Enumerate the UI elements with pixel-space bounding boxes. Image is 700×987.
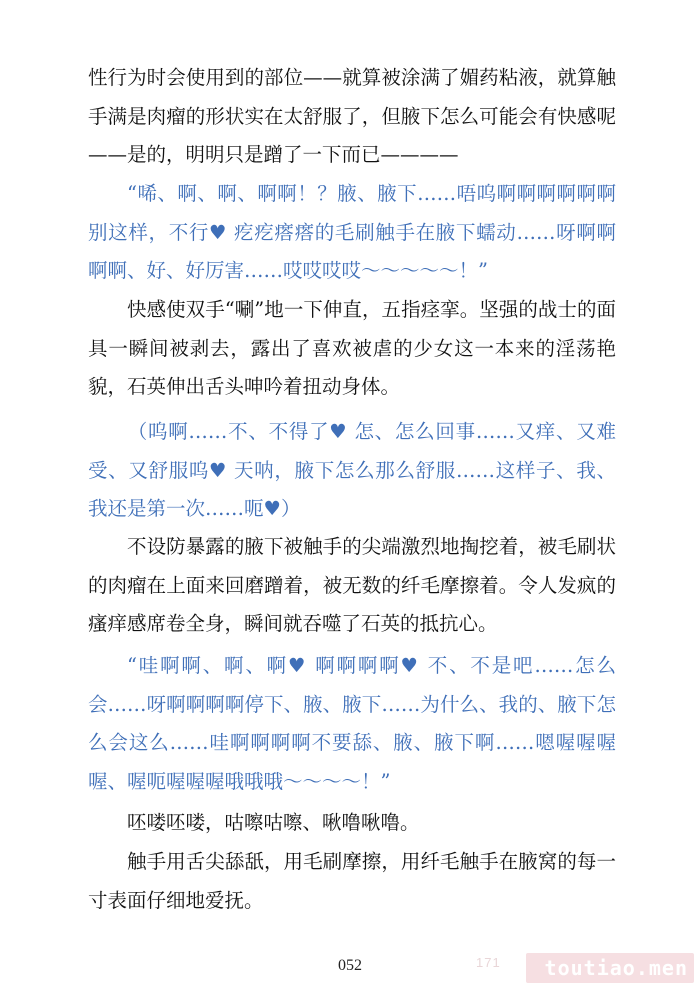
- paragraph-dialogue: （呜啊……不、不得了♥ 怎、怎么回事……又痒、又难受、又舒服呜♥ 天呐，腋下怎么那么舒服……这样子、我、我还是第一次……呃♥）: [88, 420, 616, 520]
- paragraph-narration: 性行为时会使用到的部位——就算被涂满了媚药粘液，就算触手满是肉瘤的形状实在太舒服了，但腋下怎么可能会有快感呢——是的，明明只是蹭了一下而已————: [88, 66, 616, 166]
- watermark-faint-text: 171: [476, 955, 501, 970]
- paragraph-dialogue: “唏、啊、啊、啊啊！？腋、腋下……唔呜啊啊啊啊啊啊别这样，不行♥ 疙疙瘩瘩的毛刷触手在腋下蠕动……呀啊啊啊啊、好、好厉害……哎哎哎哎～～～～～！”: [88, 182, 616, 282]
- page-number: 052: [338, 957, 362, 974]
- paragraph-narration: 快感使双手“唰”地一下伸直，五指痉挛。坚强的战士的面具一瞬间被剥去，露出了喜欢被虐的少女这一本来的淫荡艳貌，石英伸出舌头呻吟着扭动身体。: [88, 298, 616, 398]
- watermark-logo[interactable]: toutiao.men: [544, 956, 688, 980]
- paragraph-narration: 不设防暴露的腋下被触手的尖端激烈地掏挖着，被毛刷状的肉瘤在上面来回磨蹭着，被无数的纤毛摩擦着。令人发疯的瘙痒感席卷全身，瞬间就吞噬了石英的抵抗心。: [88, 535, 616, 635]
- paragraph-narration: 呸喽呸喽，咕嚓咕嚓、啾噜啾噜。: [127, 811, 420, 834]
- paragraph-dialogue: “哇啊啊、啊、啊♥ 啊啊啊啊♥ 不、不是吧……怎么会……呀啊啊啊啊停下、腋、腋下……为什么、我的、腋下怎么会这么……哇啊啊啊啊不要舔、腋、腋下啊……嗯喔喔喔喔、喔呃喔喔喔哦哦哦～～～～！”: [88, 654, 616, 793]
- paragraph-narration: 触手用舌尖舔舐，用毛刷摩擦，用纤毛触手在腋窝的每一寸表面仔细地爱抚。: [88, 850, 616, 912]
